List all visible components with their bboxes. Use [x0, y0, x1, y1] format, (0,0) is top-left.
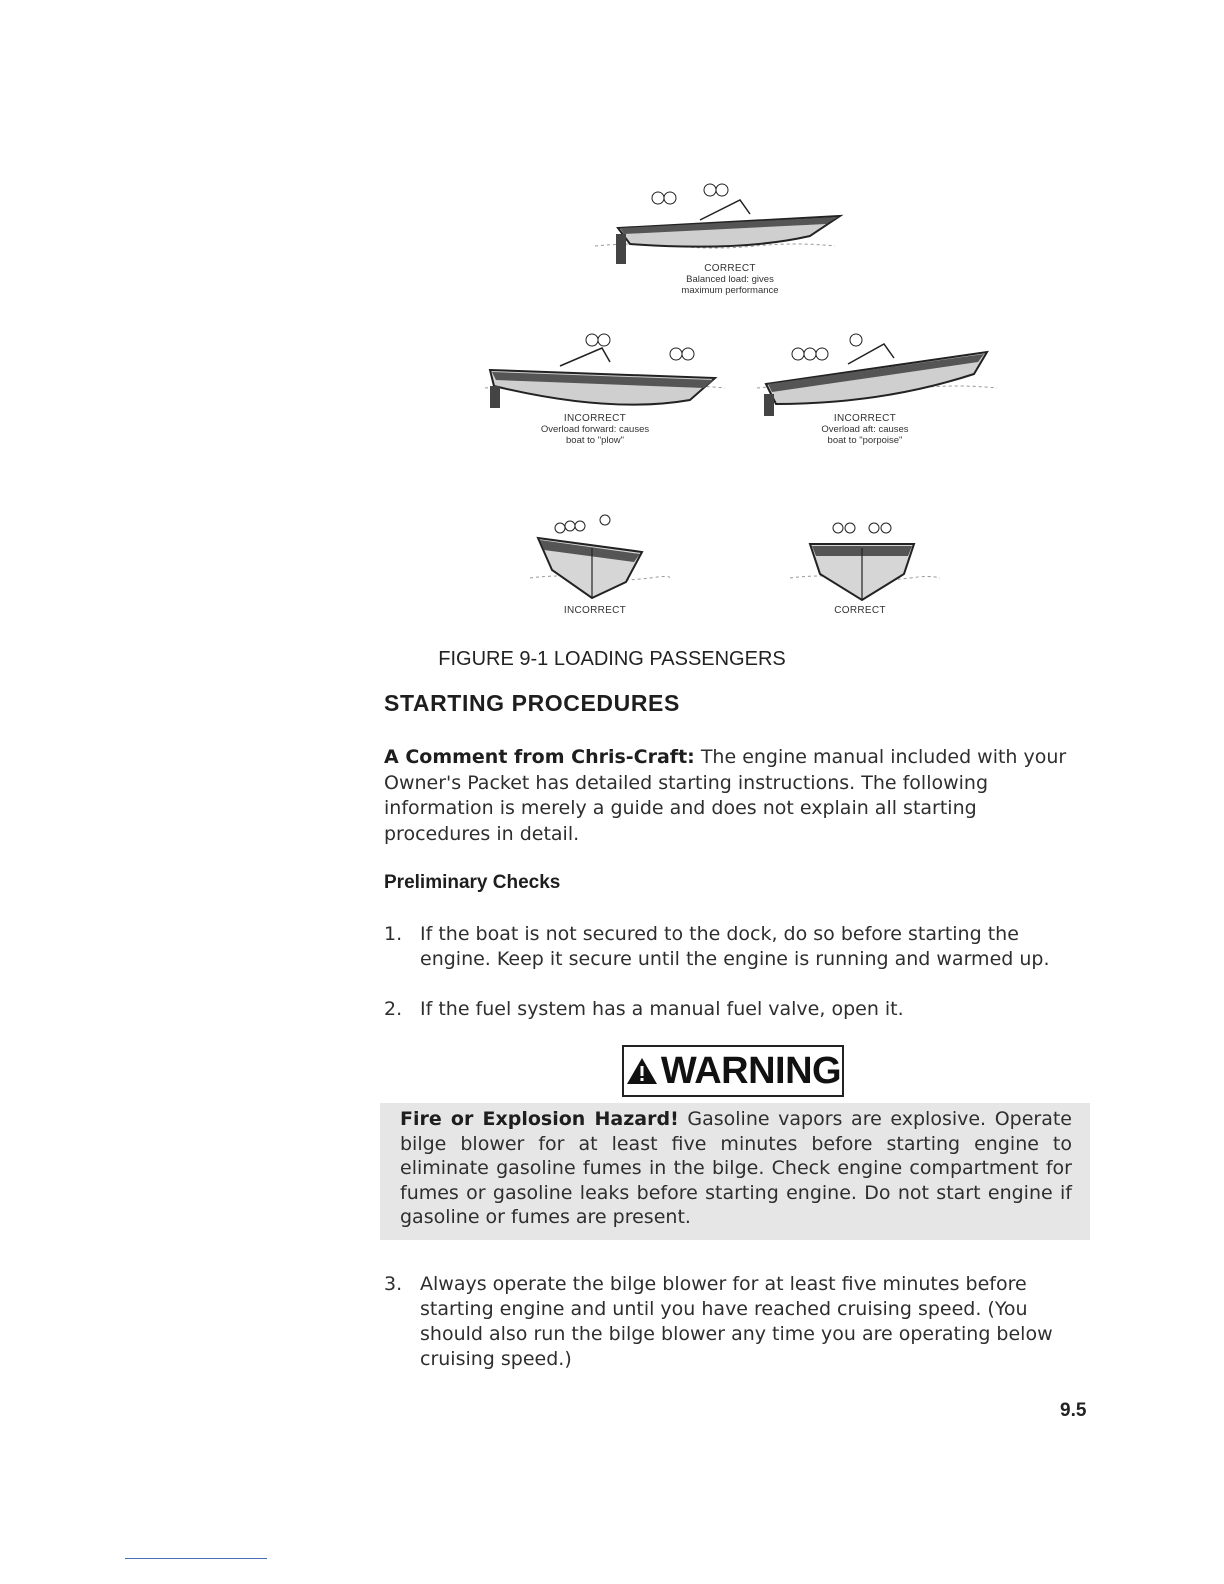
boat-overload-forward-illustration	[480, 330, 730, 420]
caption-front-left	[530, 605, 660, 616]
caption-top-line1: Balanced load: gives	[686, 274, 774, 285]
comment-lead: A Comment from Chris-Craft:	[384, 746, 695, 768]
caption-left-status: INCORRECT	[563, 413, 627, 424]
footnote-rule	[125, 1558, 267, 1559]
list-item-text: Always operate the bilge blower for at least five minutes before starting engine and until you have reached cruising speed. (You should also run the bilge blower any time you are operating below cruising speed.)	[420, 1273, 1053, 1370]
warning-lead: Fire or Explosion Hazard!	[400, 1108, 679, 1130]
caption-front-right-status: CORRECT	[834, 605, 886, 616]
boat-front-correct-illustration	[790, 508, 940, 604]
boat-correct-side-illustration	[590, 178, 860, 270]
caption-top-status: CORRECT	[704, 263, 756, 274]
comment-text: The engine manual included with your Owner's Packet has detailed starting instructions. The following information is merely a guide and does not explain all starting procedures in detail.	[384, 746, 1067, 845]
caption-right-line1: Overload aft: causes	[821, 424, 909, 435]
section-title: STARTING PROCEDURES	[384, 690, 680, 716]
warning-triangle-icon	[625, 1056, 659, 1086]
list-item	[384, 997, 1084, 1022]
list-item-number: 1.	[384, 923, 403, 945]
caption-left	[505, 413, 685, 446]
caption-front-right	[795, 605, 925, 616]
warning-body	[380, 1103, 1090, 1240]
list-item	[384, 922, 1084, 972]
caption-left-line2: boat to "plow"	[566, 435, 624, 446]
caption-right-line2: boat to "porpoise"	[827, 435, 903, 446]
page-number: 9.5	[1060, 1400, 1087, 1421]
list-item-text: If the boat is not secured to the dock, do so before starting the engine. Keep it secure until the engine is running and warmed up.	[420, 923, 1050, 970]
list-item-text: If the fuel system has a manual fuel valve, open it.	[420, 998, 904, 1020]
caption-top-line2: maximum performance	[681, 285, 779, 296]
subheading-preliminary-checks: Preliminary Checks	[384, 872, 561, 893]
caption-left-line1: Overload forward: causes	[540, 424, 650, 435]
caption-right	[775, 413, 955, 446]
list-item-number: 2.	[384, 998, 403, 1020]
boat-front-incorrect-illustration	[530, 508, 670, 604]
list-item-number: 3.	[384, 1273, 403, 1295]
boat-overload-aft-illustration	[752, 328, 1002, 420]
caption-top	[640, 263, 820, 296]
list-item	[384, 1272, 1084, 1372]
caption-front-left-status: INCORRECT	[563, 605, 627, 616]
figure-title: FIGURE 9-1 LOADING PASSENGERS	[438, 648, 786, 670]
warning-label: WARNING	[660, 1049, 842, 1092]
comment-paragraph	[384, 745, 1074, 847]
warning-label-box	[622, 1045, 844, 1097]
warning-text: Gasoline vapors are explosive. Operate bilge blower for at least five minutes before starting engine to eliminate gasoline fumes in the bilge. Check engine compartment for fumes or gasoline leaks before starting engine. Do not start engine if gasoline or fumes are present.	[400, 1108, 1072, 1228]
caption-right-status: INCORRECT	[833, 413, 897, 424]
